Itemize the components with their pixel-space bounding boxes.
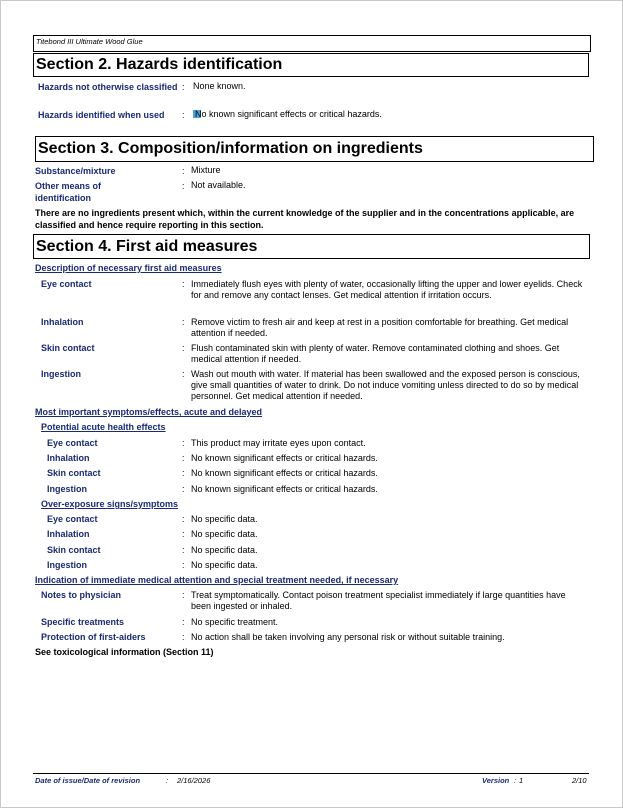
- ingredients-note: There are no ingredients present which, within the current knowledge of the supplier and in the concentrations applicable, are classified and hence require reporting in this section.: [35, 208, 575, 230]
- first-aid-skin-label: Skin contact: [41, 343, 95, 353]
- acute-eye-value: This product may irritate eyes upon contact.: [191, 438, 366, 448]
- over-skin-label: Skin contact: [47, 545, 101, 555]
- see-toxicological: See toxicological information (Section 11): [35, 647, 214, 657]
- hazards-identified-label: Hazards identified when used: [38, 110, 165, 120]
- over-inhalation-value: No specific data.: [191, 529, 258, 539]
- acute-skin-label: Skin contact: [47, 468, 101, 478]
- footer-version-label: Version: [482, 776, 510, 785]
- hazards-not-classified-value: None known.: [193, 81, 246, 91]
- notes-physician-label: Notes to physician: [41, 590, 122, 600]
- first-aid-ingestion-label: Ingestion: [41, 369, 81, 379]
- notes-physician-value: Treat symptomatically. Contact poison treatment specialist immediately if large quantities have been ingested or inhaled.: [191, 590, 566, 611]
- substance-mixture-value: Mixture: [191, 165, 221, 175]
- specific-treatments-label: Specific treatments: [41, 617, 125, 627]
- protection-first-aiders-value: No action shall be taken involving any personal risk or without suitable training.: [191, 632, 505, 642]
- substance-mixture-label: Substance/mixture: [35, 166, 116, 176]
- hazards-identified-value: No known significant effects or critical hazards.: [195, 109, 382, 119]
- over-eye-value: No specific data.: [191, 514, 258, 524]
- indication-heading: Indication of immediate medical attention and special treatment needed, if necessary: [35, 575, 399, 585]
- overexposure-heading: Over-exposure signs/symptoms: [41, 499, 179, 509]
- section-4-title: Section 4. First aid measures: [33, 234, 590, 259]
- hazards-not-classified-label: Hazards not otherwise classified: [38, 82, 178, 92]
- footer-version-value: 1: [519, 776, 524, 785]
- acute-ingestion-label: Ingestion: [47, 484, 87, 494]
- document-header: [33, 35, 591, 52]
- description-heading: Description of necessary first aid measures: [35, 263, 222, 273]
- over-ingestion-label: Ingestion: [47, 560, 87, 570]
- over-skin-value: No specific data.: [191, 545, 258, 555]
- section-2-title: Section 2. Hazards identification: [33, 53, 589, 77]
- footer-date-value: 2/16/2026: [177, 776, 211, 785]
- first-aid-ingestion-value: Wash out mouth with water. If material has been swallowed and the exposed person is conscious, give small quantities of water to drink. Do not induce vomiting unless directed to do so by medical personnel. Get medical attention if needed.: [191, 369, 580, 401]
- footer-page-number: 2/10: [572, 776, 587, 785]
- acute-eye-label: Eye contact: [47, 438, 98, 448]
- acute-heading: Potential acute health effects: [41, 422, 166, 432]
- product-name: Titebond III Ultimate Wood Glue: [36, 37, 143, 46]
- first-aid-eye-label: Eye contact: [41, 279, 92, 289]
- first-aid-inhalation-value: Remove victim to fresh air and keep at rest in a position comfortable for breathing. Get medical attention if needed.: [191, 317, 569, 338]
- symptoms-heading: Most important symptoms/effects, acute and delayed: [35, 407, 263, 417]
- footer-date-label: Date of issue/Date of revision: [35, 776, 141, 785]
- acute-inhalation-value: No known significant effects or critical hazards.: [191, 453, 378, 463]
- first-aid-inhalation-label: Inhalation: [41, 317, 84, 327]
- footer-divider: [33, 773, 589, 774]
- section-3-title: Section 3. Composition/information on ingredients: [35, 136, 594, 162]
- specific-treatments-value: No specific treatment.: [191, 617, 279, 627]
- over-ingestion-value: No specific data.: [191, 560, 258, 570]
- first-aid-skin-value: Flush contaminated skin with plenty of water. Remove contaminated clothing and shoes. Get medical attention if needed.: [191, 343, 560, 364]
- acute-ingestion-value: No known significant effects or critical hazards.: [191, 484, 378, 494]
- acute-skin-value: No known significant effects or critical hazards.: [191, 468, 378, 478]
- acute-inhalation-label: Inhalation: [47, 453, 90, 463]
- over-inhalation-label: Inhalation: [47, 529, 90, 539]
- other-means-label: Other means of identification: [35, 181, 102, 203]
- other-means-value: Not available.: [191, 180, 246, 190]
- protection-first-aiders-label: Protection of first-aiders: [41, 632, 146, 642]
- first-aid-eye-value: Immediately flush eyes with plenty of water, occasionally lifting the upper and lower eyelids. Check for and remove any contact lenses. Get medical attention if irritation occurs.: [191, 279, 583, 300]
- over-eye-label: Eye contact: [47, 514, 98, 524]
